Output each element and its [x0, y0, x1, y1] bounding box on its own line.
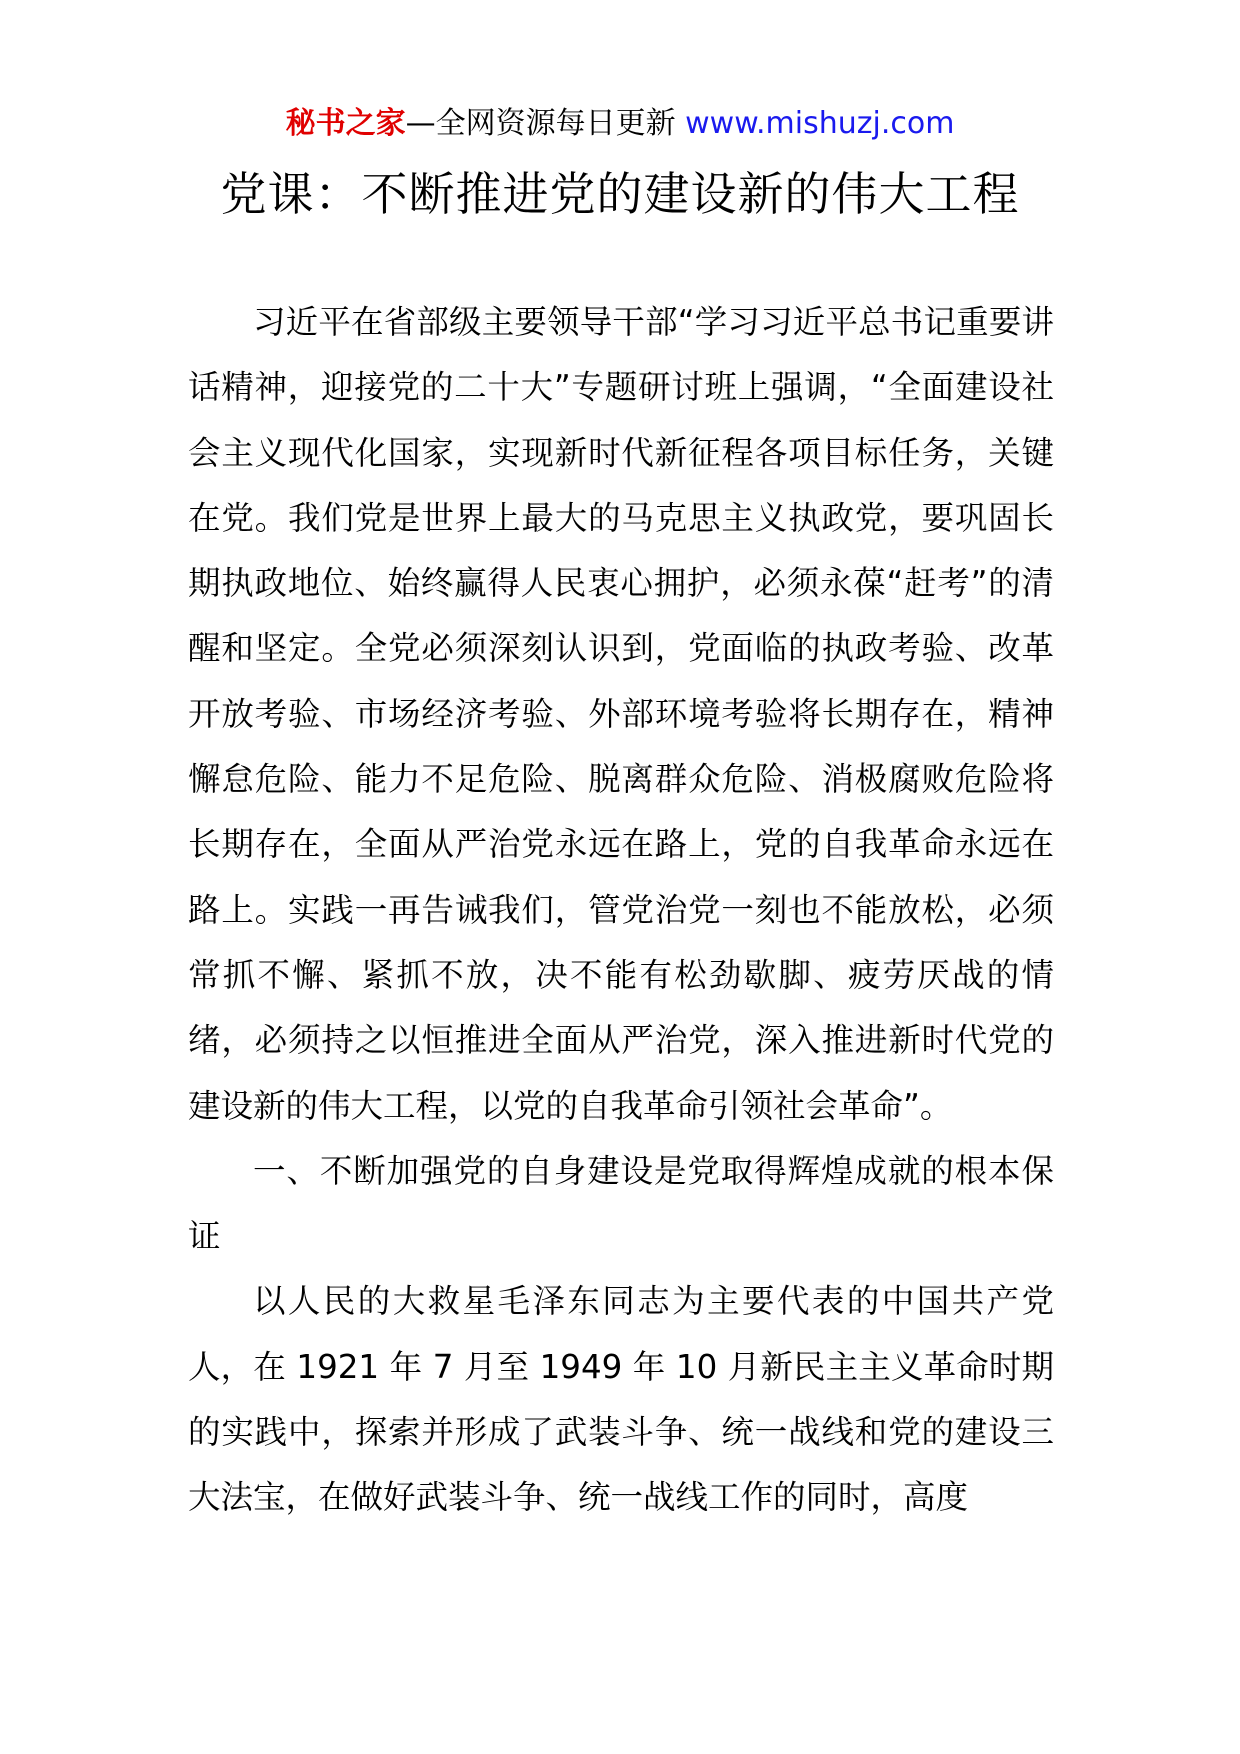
- intro-paragraph: 习近平在省部级主要领导干部“学习习近平总书记重要讲话精神，迎接党的二十大”专题研讨班上强调，“全面建设社会主义现代化国家，实现新时代新征程各项目标任务，关键在党。我们党是世界上最大的马克思主义执政党，要巩固长期执政地位、始终赢得人民衷心拥护，必须永葆“赶考”的清醒和坚定。全党必须深刻认识到，党面临的执政考验、改革开放考验、市场经济考验、外部环境考验将长期存在，精神懈怠危险、能力不足危险、脱离群众危险、消极腐败危险将长期存在，全面从严治党永远在路上，党的自我革命永远在路上。实践一再告诫我们，管党治党一刻也不能放松，必须常抓不懈、紧抓不放，决不能有松劲歇脚、疲劳厌战的情绪，必须持之以恒推进全面从严治党，深入推进新时代党的建设新的伟大工程，以党的自我革命引领社会革命”。: [188, 303, 1054, 1125]
- document-title: 党课：不断推进党的建设新的伟大工程: [220, 167, 1020, 221]
- section-1-paragraph: 以人民的大救星毛泽东同志为主要代表的中国共产党人，在 1921 年 7 月至 1949 年 10 月新民主主义革命时期的实践中，探索并形成了武装斗争、统一战线和党的建设三大法宝，在做好武装斗争、统一战线工作的同时，高度: [188, 1282, 1054, 1517]
- site-url-link[interactable]: www.mishuzj.com: [685, 106, 955, 141]
- header-tagline: —全网资源每日更新: [405, 106, 686, 141]
- site-header-banner: [0, 102, 1240, 146]
- section-heading-1: 一、不断加强党的自身建设是党取得辉煌成就的根本保证: [188, 1151, 1054, 1256]
- document-body: [188, 290, 1054, 1531]
- brand-name: 秘书之家: [285, 106, 406, 141]
